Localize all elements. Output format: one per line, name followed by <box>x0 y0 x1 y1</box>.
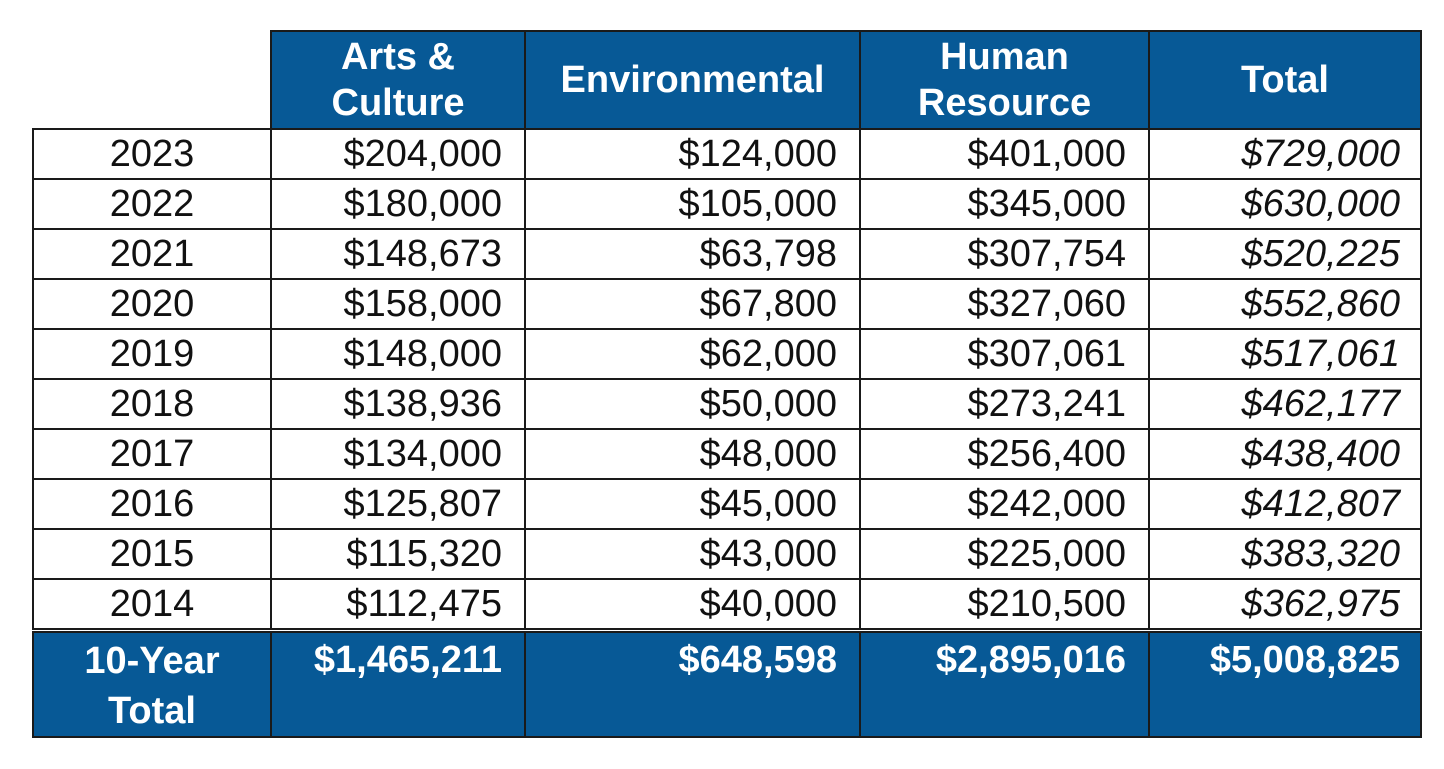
human-resource-cell: $345,000 <box>860 179 1149 229</box>
year-cell: 2015 <box>33 529 271 579</box>
total-cell: $630,000 <box>1149 179 1421 229</box>
total-label-line: Total <box>108 690 196 732</box>
total-arts-culture: $1,465,211 <box>271 631 525 738</box>
table-row <box>33 529 1421 579</box>
table-row <box>33 329 1421 379</box>
table-row <box>33 429 1421 479</box>
total-label-line: 10-Year <box>84 640 220 682</box>
table-body <box>33 129 1421 631</box>
year-cell: 2018 <box>33 379 271 429</box>
column-header-line: Arts & <box>340 36 456 78</box>
column-header-line: Culture <box>331 82 465 124</box>
environmental-cell: $124,000 <box>525 129 860 179</box>
environmental-cell: $48,000 <box>525 429 860 479</box>
arts-culture-cell: $148,000 <box>271 329 525 379</box>
table-row <box>33 179 1421 229</box>
column-header-line: Resource <box>917 82 1092 124</box>
arts-culture-cell: $115,320 <box>271 529 525 579</box>
human-resource-cell: $242,000 <box>860 479 1149 529</box>
year-cell: 2014 <box>33 579 271 631</box>
year-cell: 2022 <box>33 179 271 229</box>
year-cell: 2021 <box>33 229 271 279</box>
column-header-environmental <box>525 31 860 129</box>
total-cell: $438,400 <box>1149 429 1421 479</box>
total-cell: $362,975 <box>1149 579 1421 631</box>
environmental-cell: $62,000 <box>525 329 860 379</box>
column-header-line: Total <box>1241 59 1329 101</box>
total-cell: $729,000 <box>1149 129 1421 179</box>
year-cell: 2016 <box>33 479 271 529</box>
total-row-label <box>33 631 271 738</box>
column-header-line: Environmental <box>560 59 825 101</box>
year-cell: 2017 <box>33 429 271 479</box>
total-grand-total: $5,008,825 <box>1149 631 1421 738</box>
human-resource-cell: $327,060 <box>860 279 1149 329</box>
human-resource-cell: $307,061 <box>860 329 1149 379</box>
table-row <box>33 379 1421 429</box>
total-human-resource: $2,895,016 <box>860 631 1149 738</box>
year-cell: 2020 <box>33 279 271 329</box>
arts-culture-cell: $158,000 <box>271 279 525 329</box>
environmental-cell: $50,000 <box>525 379 860 429</box>
human-resource-cell: $225,000 <box>860 529 1149 579</box>
column-header-line: Human <box>940 36 1069 78</box>
arts-culture-cell: $204,000 <box>271 129 525 179</box>
column-header-total <box>1149 31 1421 129</box>
column-header-human-resource <box>860 31 1149 129</box>
human-resource-cell: $210,500 <box>860 579 1149 631</box>
arts-culture-cell: $125,807 <box>271 479 525 529</box>
table-header <box>33 31 1421 129</box>
environmental-cell: $67,800 <box>525 279 860 329</box>
total-cell: $552,860 <box>1149 279 1421 329</box>
human-resource-cell: $307,754 <box>860 229 1149 279</box>
environmental-cell: $63,798 <box>525 229 860 279</box>
table-row <box>33 479 1421 529</box>
table-row <box>33 579 1421 631</box>
table-row <box>33 129 1421 179</box>
arts-culture-cell: $148,673 <box>271 229 525 279</box>
table-footer <box>33 631 1421 738</box>
arts-culture-cell: $180,000 <box>271 179 525 229</box>
arts-culture-cell: $112,475 <box>271 579 525 631</box>
grants-table <box>32 30 1422 738</box>
environmental-cell: $105,000 <box>525 179 860 229</box>
environmental-cell: $45,000 <box>525 479 860 529</box>
table-row <box>33 229 1421 279</box>
environmental-cell: $43,000 <box>525 529 860 579</box>
header-corner-cell <box>33 31 271 129</box>
environmental-cell: $40,000 <box>525 579 860 631</box>
arts-culture-cell: $134,000 <box>271 429 525 479</box>
header-row <box>33 31 1421 129</box>
year-cell: 2023 <box>33 129 271 179</box>
table-row <box>33 279 1421 329</box>
total-cell: $462,177 <box>1149 379 1421 429</box>
year-cell: 2019 <box>33 329 271 379</box>
total-row <box>33 631 1421 738</box>
total-cell: $517,061 <box>1149 329 1421 379</box>
human-resource-cell: $401,000 <box>860 129 1149 179</box>
total-environmental: $648,598 <box>525 631 860 738</box>
column-header-arts-culture <box>271 31 525 129</box>
total-cell: $412,807 <box>1149 479 1421 529</box>
arts-culture-cell: $138,936 <box>271 379 525 429</box>
human-resource-cell: $256,400 <box>860 429 1149 479</box>
human-resource-cell: $273,241 <box>860 379 1149 429</box>
total-cell: $383,320 <box>1149 529 1421 579</box>
total-cell: $520,225 <box>1149 229 1421 279</box>
